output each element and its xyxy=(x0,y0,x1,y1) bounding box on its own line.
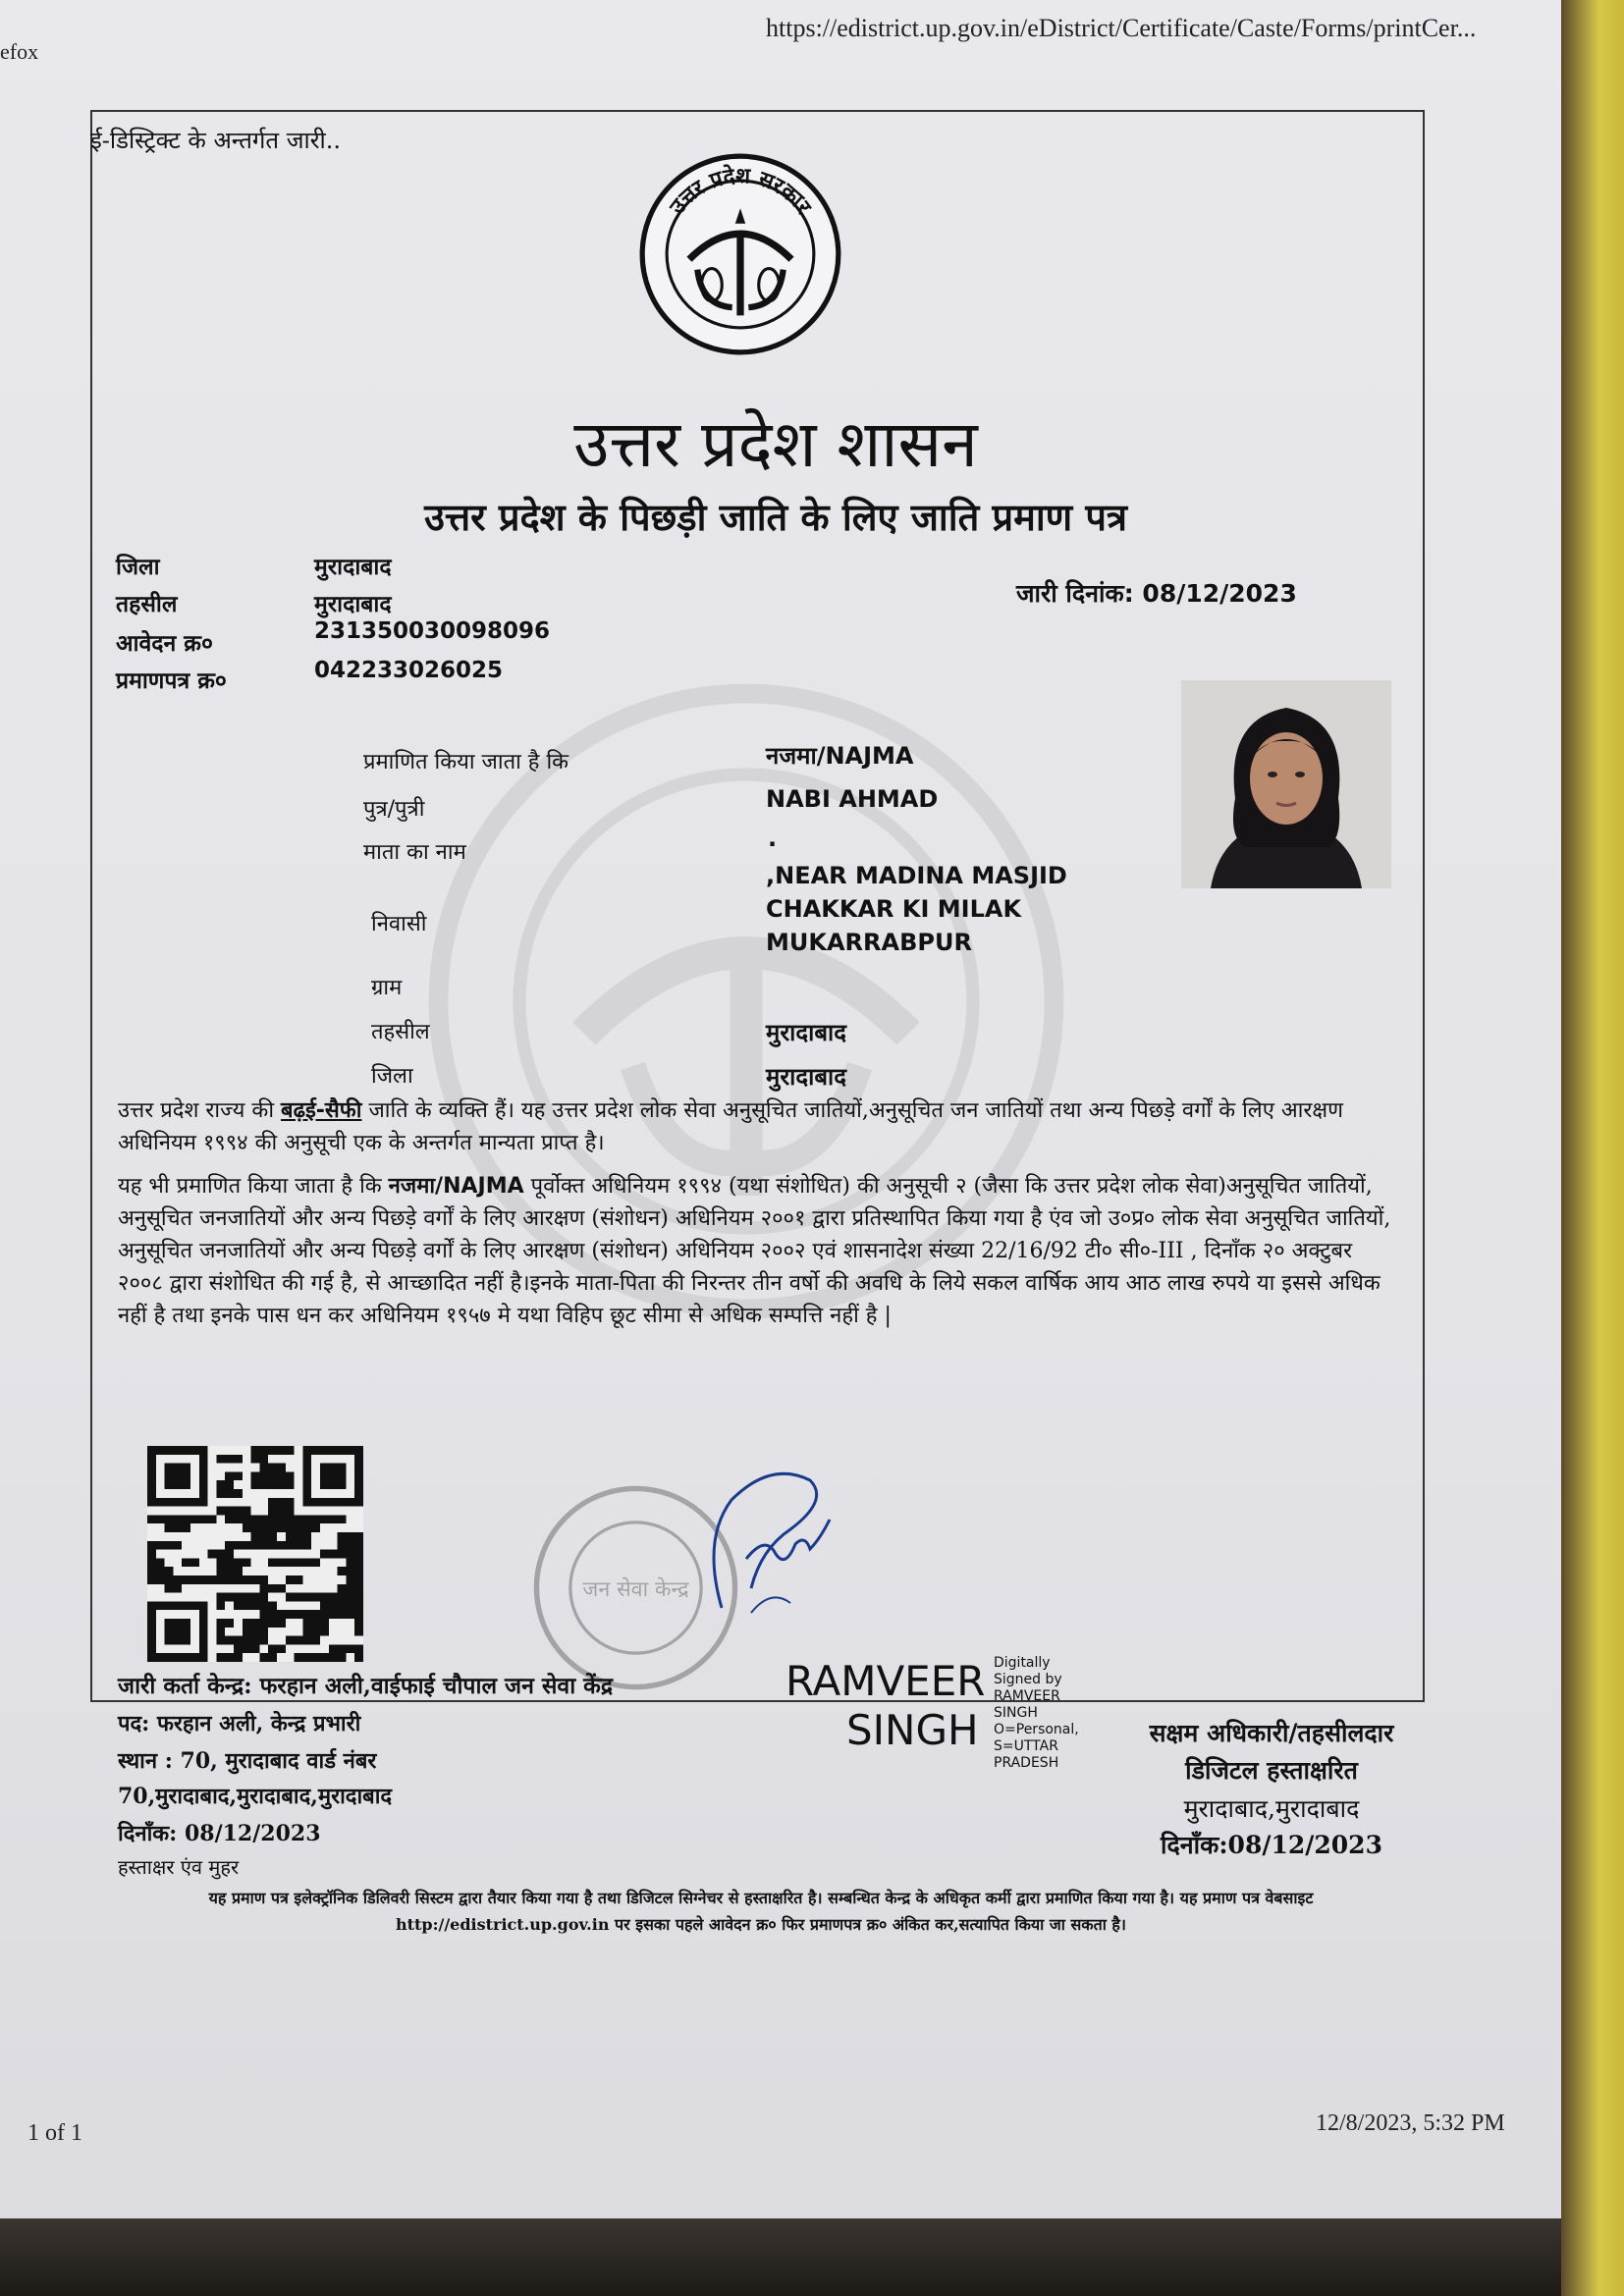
print-timestamp: 12/8/2023, 5:32 PM xyxy=(1316,2110,1505,2136)
son-daughter-label: पुत्र/पुत्री xyxy=(363,797,425,822)
issue-date: जारी दिनांक: 08/12/2023 xyxy=(1016,579,1297,608)
government-title: उत्तर प्रदेश शासन xyxy=(573,406,978,482)
tehsil-value: मुरादाबाद xyxy=(314,591,392,617)
resident-line-2: CHAKKAR KI MILAK xyxy=(766,895,1022,923)
print-url: https://edistrict.up.gov.in/eDistrict/Certificate/Caste/Forms/printCer... xyxy=(766,14,1477,42)
sign-seal-label: हस्ताक्षर एंव मुहर xyxy=(118,1855,240,1879)
resident-label: निवासी xyxy=(371,912,427,936)
district-value: मुरादाबाद xyxy=(314,554,392,580)
resident-line-3: MUKARRABPUR xyxy=(766,929,972,956)
issuer-date: दिनाँक: 08/12/2023 xyxy=(118,1821,321,1846)
browser-title-fragment: efox xyxy=(0,39,39,64)
village-label: ग्राम xyxy=(371,976,403,1000)
officer-digitally-signed: डिजिटल हस्ताक्षरित xyxy=(1185,1756,1358,1785)
background-bottom xyxy=(0,2218,1561,2296)
para2-end: पूर्वोक्त अधिनियम १९९४ (यथा संशोधित) की अनुसूची २ (जैसा कि उत्तर प्रदेश लोक सेवा)अनुसूचित जातियों, अनुसूचित जनजातियों और अन्य पिछड़े वर्गों के लिए आरक्षण (संशोधन) अधिनियम २००१ द्वारा प्रतिस्थापित किया गया है एंव जो उ०प्र० लोक सेवा अनुसूचित जातियों, अनुसूचित जनजातियों और अन्य पिछड़े वर्गों के लिए आरक्षण (संशोधन) अधिनियम २००२ एवं शासनादेश संख्या 22/16/92 टी० सी०-III , दिनाँक २० अक्टुबर २००८ द्वारा संशोधित की गई है, से आच्छादित नहीं है।इनके माता-पिता की निरन्तर तीन वर्षो की अवधि के लिये सकल वार्षिक आय आठ लाख रुपये या इससे अधिक नहीं है तथा इनके पास धन कर अधिनियम १९५७ मे यथा विहिप छूट सीमा से अधिक सम्पत्ति नहीं है | xyxy=(118,1174,1391,1328)
resident-line-1: ,NEAR MADINA MASJID xyxy=(766,862,1067,889)
verification-footnote: यह प्रमाण पत्र इलेक्ट्रॉनिक डिलिवरी सिस्टम द्वारा तैयार किया गया है तथा डिजिटल सिग्नेचर से हस्ताक्षरित है। सम्बन्धित केन्द्र के अधिकृत कर्मी द्वारा प्रमाणित किया गया है। यह प्रमाण पत्र वेबसाइट http://edistrict.up.gov.in पर इसका पहले आवेदन क्र० फिर प्रमाणपत्र क्र० अंकित कर,सत्यापित किया जा सकता है। xyxy=(208,1889,1314,1934)
caste-name: बढ़ई-सैफी xyxy=(281,1098,362,1123)
field-tehsil-value: मुरादाबाद xyxy=(766,1019,847,1046)
certificate-number: 042233026025 xyxy=(314,658,504,683)
certified-label: प्रमाणित किया जाता है कि xyxy=(363,750,569,774)
district-label: जिला xyxy=(116,554,160,580)
applicant-photo xyxy=(1181,680,1391,888)
applicant-name: नजमा/NAJMA xyxy=(766,742,914,770)
certificate-paragraph-2 xyxy=(118,1170,1394,1332)
officer-date: दिनाँक:08/12/2023 xyxy=(1161,1831,1382,1859)
page-number: 1 of 1 xyxy=(27,2120,82,2146)
certificate-no-label: प्रमाणपत्र क्र० xyxy=(116,667,227,694)
edistrict-note: ई-डिस्ट्रिक्ट के अन्तर्गत जारी.. xyxy=(90,127,342,154)
issuer-place-1: स्थान : 70, मुरादाबाद वार्ड नंबर xyxy=(118,1748,377,1774)
tehsil-label: तहसील xyxy=(116,591,178,617)
background-edge xyxy=(1561,0,1624,2296)
issuing-center: जारी कर्ता केन्द्र: फरहान अली,वाईफाई चौपाल जन सेवा केंद्र xyxy=(118,1673,614,1699)
up-government-emblem xyxy=(638,152,842,356)
issuer-post: पद: फरहान अली, केन्द्र प्रभारी xyxy=(118,1711,361,1736)
stamp-text: जन सेवा केन्द्र xyxy=(582,1577,689,1603)
mother-name: . xyxy=(768,825,778,852)
digital-signer-line-2: SINGH xyxy=(846,1706,979,1754)
application-number: 231350030098096 xyxy=(314,618,551,644)
issuer-place-2: 70,मुरादाबाद,मुरादाबाद,मुरादाबाद xyxy=(118,1784,393,1809)
field-tehsil-label: तहसील xyxy=(371,1020,430,1044)
handwritten-signature xyxy=(692,1441,849,1628)
para2-name: नजमा/NAJMA xyxy=(388,1174,524,1199)
emblem-text: उत्तर प्रदेश सरकार xyxy=(665,164,816,220)
officer-location: मुरादाबाद,मुरादाबाद xyxy=(1183,1794,1360,1823)
para2-start: यह भी प्रमाणित किया जाता है कि xyxy=(118,1174,389,1199)
para1-end: जाति के व्यक्ति हैं। यह उत्तर प्रदेश लोक सेवा अनुसूचित जातियों,अनुसूचित जन जातियों तथा अन्य पिछड़े वर्गों के लिए आरक्षण अधिनियम १९९४ की अनुसूची एक के अन्तर्गत मान्यता प्राप्त है। xyxy=(118,1098,1344,1155)
qr-code xyxy=(147,1446,363,1662)
digital-signer-line-1: RAMVEER xyxy=(785,1657,986,1705)
field-district-value: मुरादाबाद xyxy=(766,1063,847,1091)
officer-title: सक्षम अधिकारी/तहसीलदार xyxy=(1149,1719,1394,1747)
father-name: NABI AHMAD xyxy=(766,785,939,813)
application-label: आवेदन क्र० xyxy=(116,630,213,657)
certificate-title: उत्तर प्रदेश के पिछड़ी जाति के लिए जाति प्रमाण पत्र xyxy=(424,495,1127,539)
certificate-paragraph-1 xyxy=(118,1095,1394,1159)
para1-start: उत्तर प्रदेश राज्य की xyxy=(118,1098,282,1123)
field-district-label: जिला xyxy=(371,1064,413,1089)
digital-signature-details: Digitally Signed by RAMVEER SINGH O=Personal, S=UTTAR PRADESH xyxy=(994,1655,1079,1771)
mother-label: माता का नाम xyxy=(363,840,466,865)
